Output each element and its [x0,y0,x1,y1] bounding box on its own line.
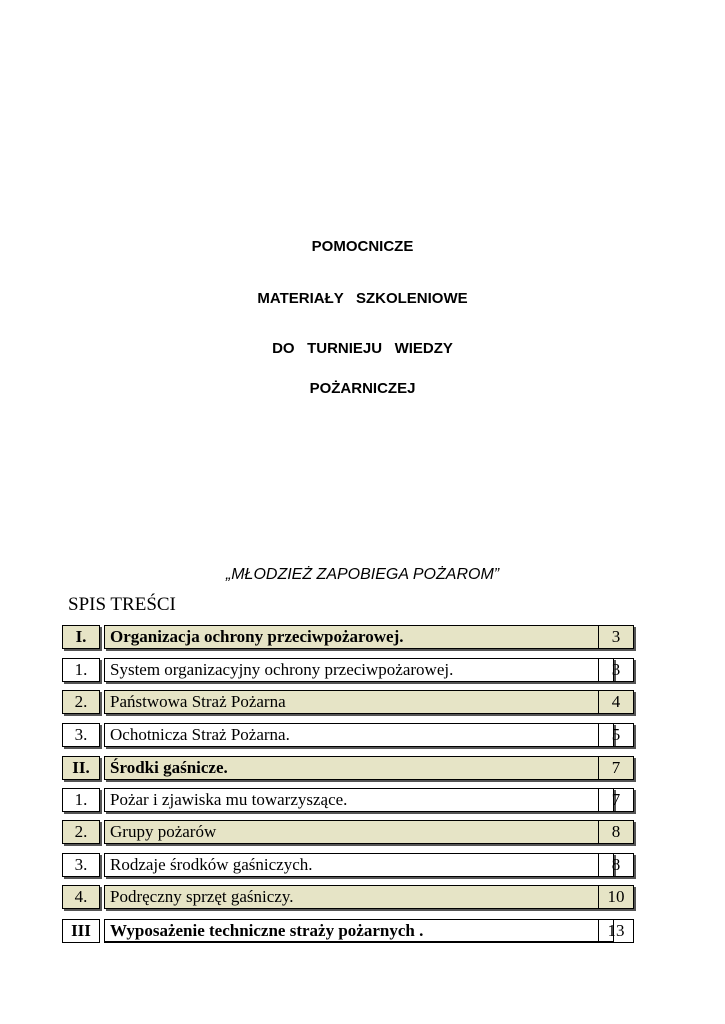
toc-row-title: Środki gaśnicze. [104,756,614,780]
toc-row[interactable] [62,625,634,651]
toc-row[interactable] [62,756,634,782]
toc-row-title: Rodzaje środków gaśniczych. [104,853,614,877]
toc-row[interactable] [62,885,634,911]
toc-row-number: 2. [62,690,100,714]
toc-row-page: 5 [598,723,634,747]
toc-row-page: 4 [598,690,634,714]
toc-row[interactable] [62,820,634,846]
toc-row-title: Wyposażenie techniczne straży pożarnych . [104,919,614,943]
toc-row[interactable] [62,919,634,945]
toc-row-title: System organizacyjny ochrony przeciwpożarowej. [104,658,614,682]
toc-row-title: Organizacja ochrony przeciwpożarowej. [104,625,614,649]
toc-row-page: 7 [598,788,634,812]
title-line-3: DO TURNIEJU WIEDZY [272,340,453,357]
toc-row-title: Grupy pożarów [104,820,614,844]
toc-row-page: 8 [598,853,634,877]
toc-row[interactable] [62,658,634,684]
toc-row-number: 1. [62,788,100,812]
title-line-1: POMOCNICZE [311,238,414,255]
toc-row-number: I. [62,625,100,649]
toc-row-number: 1. [62,658,100,682]
toc-row[interactable] [62,853,634,879]
toc-row-page: 7 [598,756,634,780]
motto: „MŁODZIEŻ ZAPOBIEGA POŻAROM” [225,566,500,583]
toc-row-page: 8 [598,820,634,844]
toc-row[interactable] [62,723,634,749]
toc-row-number: III [62,919,100,943]
toc-row-page: 3 [598,658,634,682]
toc-row-number: II. [62,756,100,780]
toc-row[interactable] [62,690,634,716]
toc-row-number: 2. [62,820,100,844]
toc-row-number: 4. [62,885,100,909]
toc-row-title: Podręczny sprzęt gaśniczy. [104,885,614,909]
toc-row-page: 3 [598,625,634,649]
toc-heading: SPIS TREŚCI [68,594,176,615]
title-line-4: POŻARNICZEJ [309,380,416,397]
toc-row-number: 3. [62,723,100,747]
title-line-2: MATERIAŁY SZKOLENIOWE [257,290,468,307]
toc-row-title: Ochotnicza Straż Pożarna. [104,723,614,747]
toc-row[interactable] [62,788,634,814]
toc-row-title: Państwowa Straż Pożarna [104,690,614,714]
toc-row-page: 10 [598,885,634,909]
toc-row-title: Pożar i zjawiska mu towarzyszące. [104,788,614,812]
toc-row-page: 13 [598,919,634,943]
toc-row-number: 3. [62,853,100,877]
